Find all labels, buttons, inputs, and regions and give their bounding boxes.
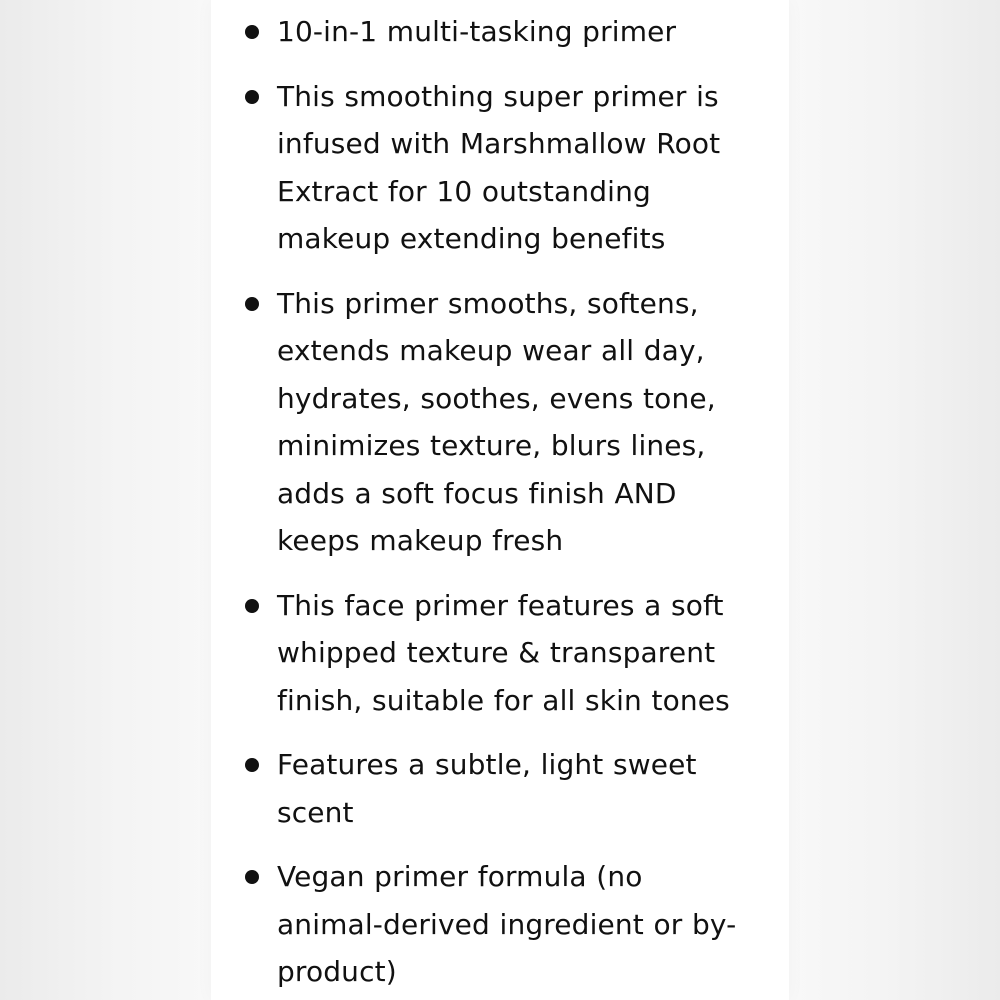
feature-item-2-line-2: infused with Marshmallow Root	[277, 127, 721, 160]
feature-item-2	[211, 73, 789, 263]
feature-list	[211, 8, 789, 1000]
bullet-icon	[245, 25, 259, 39]
product-description-panel	[211, 0, 789, 1000]
feature-item-1-line-1: 10-in-1 multi-tasking primer	[277, 15, 677, 48]
bullet-icon	[245, 870, 259, 884]
feature-item-5-line-1: Features a subtle, light sweet	[277, 748, 697, 781]
bullet-icon	[245, 758, 259, 772]
feature-item-4-line-1: This face primer features a soft	[277, 588, 724, 622]
feature-item-5-line-2: scent	[277, 795, 354, 829]
feature-item-3-line-3: hydrates, soothes, evens tone,	[277, 381, 716, 415]
feature-item-6-line-3: product)	[277, 955, 397, 988]
feature-item-2-line-4: makeup extending benefits	[277, 222, 666, 255]
feature-item-6-line-1: Vegan primer formula (no	[277, 860, 643, 893]
feature-item-5	[211, 741, 789, 836]
feature-item-3-line-5: adds a soft focus finish AND	[277, 476, 677, 510]
feature-item-3-line-6: keeps makeup fresh	[277, 524, 564, 557]
feature-item-6	[211, 853, 789, 996]
bullet-icon	[245, 90, 259, 104]
feature-item-2-line-1: This smoothing super primer is	[277, 79, 719, 113]
feature-item-3-line-1: This primer smooths, softens,	[277, 286, 699, 320]
feature-item-1	[211, 8, 789, 56]
feature-item-4-line-2: whipped texture & transparent	[277, 636, 716, 669]
feature-item-4	[211, 582, 789, 725]
feature-item-4-line-3: finish, suitable for all skin tones	[277, 683, 730, 717]
bullet-icon	[245, 599, 259, 613]
feature-item-3	[211, 280, 789, 565]
feature-item-2-line-3: Extract for 10 outstanding	[277, 174, 651, 208]
feature-item-6-line-2: animal-derived ingredient or by-	[277, 907, 737, 941]
feature-item-3-line-2: extends makeup wear all day,	[277, 334, 705, 367]
feature-item-3-line-4: minimizes texture, blurs lines,	[277, 429, 706, 462]
bullet-icon	[245, 297, 259, 311]
